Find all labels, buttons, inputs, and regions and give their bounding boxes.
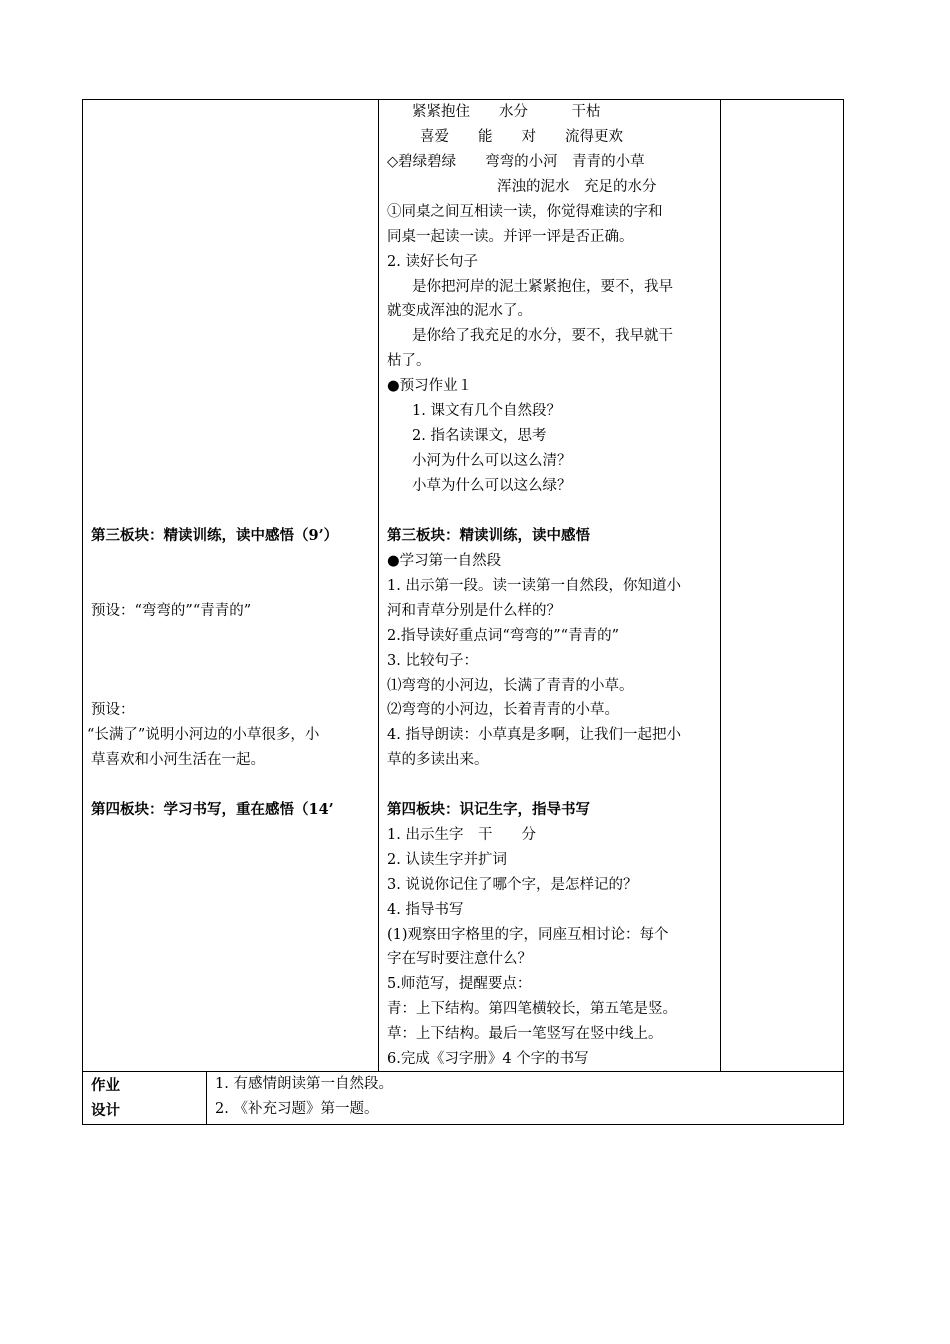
mid-top-line: 小河为什么可以这么清？ <box>412 453 572 469</box>
homework-item: 2. 《补充习题》第一题。 <box>215 1101 379 1117</box>
mid-section3-line: ⑴弯弯的小河边，长满了青青的小草。 <box>387 678 634 694</box>
mid-section4-line: 草：上下结构。最后一笔竖写在竖中线上。 <box>387 1026 663 1042</box>
mid-top-line: ●预习作业１ <box>387 378 473 394</box>
mid-section4-line: 字在写时要注意什么？ <box>387 951 532 967</box>
mid-top-line: 喜爱 能 对 流得更欢 <box>420 129 623 145</box>
mid-section4-title: 第四板块：识记生字，指导书写 <box>387 801 590 818</box>
mid-top-line: ◇碧绿碧绿 弯弯的小河 青青的小草 <box>387 154 645 170</box>
mid-section3-line: 河和青草分别是什么样的？ <box>387 603 561 619</box>
mid-section4-line: 4. 指导书写 <box>387 902 464 918</box>
homework-item: 1. 有感情朗读第一自然段。 <box>215 1076 393 1092</box>
mid-top-line: 枯了。 <box>387 353 431 369</box>
column-divider-left <box>378 99 379 1071</box>
left-preset-2-line2: 草喜欢和小河生活在一起。 <box>91 752 265 768</box>
mid-section3-line: 1. 出示第一段。读一读第一自然段，你知道小 <box>387 578 681 594</box>
mid-top-line: ①同桌之间互相读一读，你觉得难读的字和 <box>387 204 663 220</box>
homework-label: 设计 <box>91 1102 120 1119</box>
left-preset-2-line1: “长满了”说明小河边的小草很多，小 <box>87 727 320 743</box>
mid-section4-line: 3. 说说你记住了哪个字，是怎样记的？ <box>387 877 638 893</box>
left-preset-2-label: 预设： <box>91 702 135 718</box>
column-divider-right <box>720 99 721 1071</box>
mid-section4-line: 2. 认读生字并扩词 <box>387 852 507 868</box>
homework-label: 作业 <box>91 1077 120 1094</box>
mid-top-line: 是你把河岸的泥土紧紧抱住，要不，我早 <box>412 279 673 295</box>
left-section3-title: 第三板块：精读训练，读中感悟（9’） <box>91 527 339 544</box>
mid-section3-line: ⑵弯弯的小河边，长着青青的小草。 <box>387 702 619 718</box>
row-divider-homework <box>82 1071 844 1072</box>
mid-top-line: 就变成浑浊的泥水了。 <box>387 303 532 319</box>
mid-section3-line: 4. 指导朗读：小草真是多啊，让我们一起把小 <box>387 727 681 743</box>
mid-top-line: 2. 指名读课文，思考 <box>412 428 547 444</box>
mid-top-line: 同桌一起读一读。并评一评是否正确。 <box>387 229 634 245</box>
mid-section4-line: (1)观察田字格里的字，同座互相讨论：每个 <box>387 927 669 943</box>
mid-top-line: 是你给了我充足的水分，要不，我早就干 <box>412 328 673 344</box>
mid-top-line: 浑浊的泥水 充足的水分 <box>497 179 657 195</box>
mid-top-line: 1. 课文有几个自然段？ <box>412 403 561 419</box>
left-section4-title: 第四板块：学习书写，重在感悟（14’ <box>91 801 334 818</box>
mid-section4-line: 5.师范写，提醒要点： <box>387 976 532 992</box>
mid-top-line: 小草为什么可以这么绿？ <box>412 478 572 494</box>
mid-section3-line: 3. 比较句子： <box>387 653 478 669</box>
left-preset-1: 预设：“弯弯的”“青青的” <box>91 603 252 619</box>
homework-label-divider <box>206 1071 207 1125</box>
mid-section4-line: 6.完成《习字册》4 个字的书写 <box>387 1051 589 1067</box>
mid-top-line: 紧紧抱住 水分 干枯 <box>412 104 601 120</box>
mid-section4-line: 青：上下结构。第四笔横较长，第五笔是竖。 <box>387 1001 677 1017</box>
mid-section3-title: 第三板块：精读训练，读中感悟 <box>387 527 590 544</box>
mid-section3-line: 2.指导读好重点词“弯弯的”“青青的” <box>387 628 619 644</box>
mid-section4-line: 1. 出示生字 干 分 <box>387 827 536 843</box>
mid-top-line: 2. 读好长句子 <box>387 254 478 270</box>
mid-section3-line: ●学习第一自然段 <box>387 553 502 569</box>
mid-section3-line: 草的多读出来。 <box>387 752 489 768</box>
